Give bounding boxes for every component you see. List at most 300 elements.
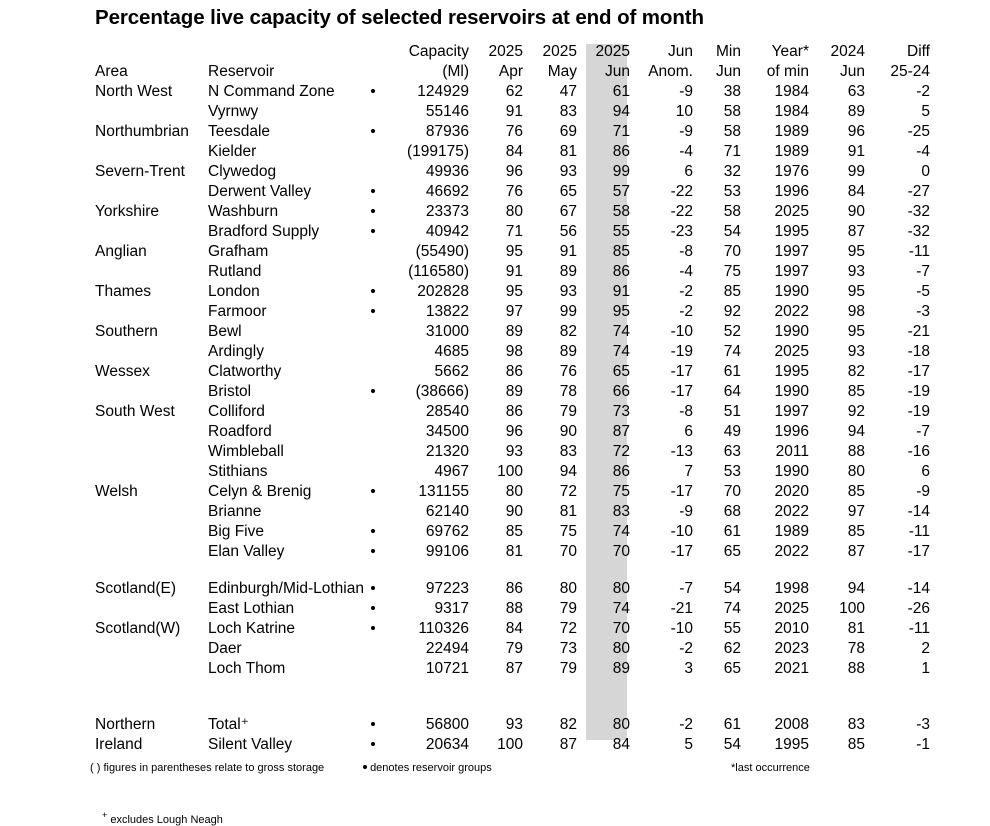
cell-capacity: (55490) [415, 243, 469, 260]
cell-apr: 84 [505, 620, 523, 637]
cell-2024: 92 [847, 403, 865, 420]
cell-anomaly: -9 [679, 123, 693, 140]
cell-capacity: 9317 [434, 600, 469, 617]
cell-area: South West [95, 403, 175, 420]
cell-min: 68 [723, 503, 741, 520]
cell-capacity: 131155 [418, 483, 469, 500]
cell-anomaly: -2 [679, 303, 693, 320]
cell-year-of-min: 2025 [774, 343, 809, 360]
table-row [0, 462, 990, 482]
table-row [0, 542, 990, 562]
cell-2024: 89 [847, 103, 865, 120]
cell-2024: 94 [847, 580, 865, 597]
cell-jun: 70 [612, 620, 630, 637]
cell-apr: 93 [505, 443, 523, 460]
cell-min: 70 [723, 243, 741, 260]
reservoir-table-container [0, 42, 990, 755]
header-dot-line1 [360, 42, 386, 62]
cell-2024: 98 [847, 303, 865, 320]
cell-may: 99 [559, 303, 577, 320]
cell-anomaly: -4 [679, 143, 693, 160]
cell-year-of-min: 1995 [774, 223, 809, 240]
cell-min: 65 [723, 543, 741, 560]
cell-group-dot [360, 382, 386, 402]
cell-area: Ireland [95, 736, 143, 753]
reservoir-group-bullet-icon [371, 189, 375, 193]
footnote-excludes [102, 810, 223, 826]
row-right-pad [930, 462, 990, 482]
cell-anomaly: -23 [670, 223, 693, 240]
cell-anomaly: -22 [670, 203, 693, 220]
cell-may: 79 [559, 600, 577, 617]
cell-diff: -17 [907, 543, 930, 560]
cell-min: 54 [723, 580, 741, 597]
cell-capacity: 87936 [425, 123, 469, 140]
row-right-pad [930, 302, 990, 322]
header-anom: Anom. [648, 63, 693, 80]
cell-group-dot [360, 162, 386, 182]
cell-year-of-min: 1995 [774, 363, 809, 380]
cell-diff: -19 [907, 403, 930, 420]
cell-diff: -1 [916, 736, 930, 753]
row-left-pad [0, 202, 95, 222]
cell-2024: 63 [847, 83, 865, 100]
cell-capacity: 20634 [425, 736, 469, 753]
cell-jun: 71 [612, 123, 630, 140]
cell-anomaly: -17 [670, 483, 693, 500]
cell-year-of-min: 1984 [774, 103, 809, 120]
cell-may: 56 [559, 223, 577, 240]
row-left-pad [0, 162, 95, 182]
cell-2024: 85 [847, 523, 865, 540]
header-reservoir-line1 [208, 42, 360, 62]
row-left-pad [0, 639, 95, 659]
table-row [0, 402, 990, 422]
table-row [0, 579, 990, 599]
cell-year-of-min: 2022 [774, 503, 809, 520]
cell-diff: -2 [916, 83, 930, 100]
table-row [0, 362, 990, 382]
row-left-pad [0, 502, 95, 522]
reservoir-group-bullet-icon [371, 626, 375, 630]
row-right-pad [930, 715, 990, 735]
cell-may: 47 [559, 83, 577, 100]
row-right-pad [930, 82, 990, 102]
row-left-pad [0, 542, 95, 562]
cell-reservoir: Derwent Valley [208, 183, 312, 200]
row-right-pad [930, 579, 990, 599]
cell-diff: -32 [907, 203, 930, 220]
cell-may: 93 [559, 163, 577, 180]
row-right-pad [930, 599, 990, 619]
cell-apr: 100 [497, 736, 523, 753]
cell-jun: 87 [612, 423, 630, 440]
row-right-pad [930, 619, 990, 639]
cell-apr: 96 [505, 163, 523, 180]
cell-anomaly: -8 [679, 403, 693, 420]
cell-may: 69 [559, 123, 577, 140]
cell-year-of-min: 1996 [774, 423, 809, 440]
cell-area: Anglian [95, 243, 147, 260]
cell-apr: 97 [505, 303, 523, 320]
cell-reservoir: Kielder [208, 143, 257, 160]
cell-anomaly: 5 [684, 736, 693, 753]
row-right-pad [930, 422, 990, 442]
cell-area: Northern [95, 716, 156, 733]
cell-reservoir: Celyn & Brenig [208, 483, 312, 500]
cell-reservoir: Loch Katrine [208, 620, 296, 637]
cell-min: 58 [723, 123, 741, 140]
cell-group-dot [360, 122, 386, 142]
cell-area: Severn-Trent [95, 163, 185, 180]
row-right-pad [930, 242, 990, 262]
row-right-pad [930, 202, 990, 222]
cell-anomaly: -19 [670, 343, 693, 360]
cell-reservoir: Elan Valley [208, 543, 285, 560]
cell-2024: 81 [847, 620, 865, 637]
cell-group-dot [360, 542, 386, 562]
cell-area [95, 422, 208, 442]
footnote-dot-text: denotes reservoir groups [370, 762, 492, 774]
cell-group-dot [360, 362, 386, 382]
cell-group-dot [360, 422, 386, 442]
cell-jun: 55 [612, 223, 630, 240]
cell-2024: 87 [847, 223, 865, 240]
table-row [0, 735, 990, 755]
cell-2024: 99 [847, 163, 865, 180]
cell-apr: 98 [505, 343, 523, 360]
cell-capacity: 13822 [425, 303, 469, 320]
cell-reservoir: Edinburgh/Mid-Lothian [208, 580, 364, 597]
cell-apr: 95 [505, 243, 523, 260]
cell-anomaly: -21 [670, 600, 693, 617]
cell-area [95, 502, 208, 522]
header-row-line2 [0, 62, 990, 82]
cell-min: 61 [723, 716, 741, 733]
cell-min: 92 [723, 303, 741, 320]
cell-diff: -3 [916, 303, 930, 320]
cell-area: Yorkshire [95, 203, 160, 220]
cell-diff: 6 [921, 463, 930, 480]
cell-reservoir: Ardingly [208, 343, 264, 360]
reservoir-group-bullet-icon [371, 209, 375, 213]
row-left-pad [0, 222, 95, 242]
row-left-pad [0, 735, 95, 755]
cell-min: 55 [723, 620, 741, 637]
cell-min: 32 [723, 163, 741, 180]
cell-may: 87 [559, 736, 577, 753]
cell-min: 54 [723, 736, 741, 753]
table-row [0, 142, 990, 162]
cell-jun: 72 [612, 443, 630, 460]
footnotes [0, 762, 990, 826]
cell-area [95, 142, 208, 162]
cell-group-dot [360, 82, 386, 102]
cell-2024: 95 [847, 283, 865, 300]
row-left-pad [0, 422, 95, 442]
row-left-pad [0, 382, 95, 402]
cell-group-dot [360, 242, 386, 262]
table-row [0, 619, 990, 639]
cell-min: 75 [723, 263, 741, 280]
reservoir-group-bullet-icon [371, 722, 375, 726]
cell-jun: 57 [612, 183, 630, 200]
row-left-pad [0, 619, 95, 639]
header-apr: Apr [498, 63, 523, 80]
cell-capacity: 4685 [434, 343, 469, 360]
cell-reservoir: Stithians [208, 463, 268, 480]
cell-anomaly: 10 [675, 103, 693, 120]
cell-jun: 99 [612, 163, 630, 180]
cell-may: 79 [559, 403, 577, 420]
cell-anomaly: 6 [684, 423, 693, 440]
cell-may: 83 [559, 103, 577, 120]
header-capacity-line1: Capacity [408, 43, 469, 60]
cell-may: 91 [559, 243, 577, 260]
cell-2024: 95 [847, 323, 865, 340]
cell-reservoir: Clywedog [208, 163, 277, 180]
cell-reservoir: Loch Thom [208, 660, 286, 677]
footnote-excludes-text: excludes Lough Neagh [110, 814, 223, 826]
cell-apr: 91 [505, 263, 523, 280]
table-row [0, 222, 990, 242]
cell-area: Wessex [95, 363, 150, 380]
cell-min: 85 [723, 283, 741, 300]
cell-anomaly: -2 [679, 640, 693, 657]
row-left-pad [0, 302, 95, 322]
row-right-pad [930, 542, 990, 562]
table-row [0, 599, 990, 619]
cell-year-of-min: 2025 [774, 203, 809, 220]
table-row [0, 122, 990, 142]
cell-capacity: (116580) [408, 263, 469, 280]
cell-diff: -16 [907, 443, 930, 460]
header-anom-line1: Jun [668, 43, 693, 60]
header-2024-line1: 2024 [830, 43, 865, 60]
cell-diff: -7 [916, 263, 930, 280]
cell-may: 79 [559, 660, 577, 677]
cell-group-dot [360, 302, 386, 322]
row-left-pad [0, 402, 95, 422]
spacer-cell [0, 679, 990, 698]
cell-reservoir: Clatworthy [208, 363, 282, 380]
cell-reservoir: Total⁺ [208, 716, 249, 733]
reservoir-group-bullet-icon [371, 309, 375, 313]
cell-apr: 62 [505, 83, 523, 100]
cell-apr: 89 [505, 323, 523, 340]
cell-reservoir: Bristol [208, 383, 252, 400]
cell-area: Southern [95, 323, 158, 340]
cell-year-of-min: 1997 [774, 263, 809, 280]
header-jun-line1: 2025 [595, 43, 630, 60]
cell-diff: -7 [916, 423, 930, 440]
cell-year-of-min: 1990 [774, 283, 809, 300]
cell-apr: 81 [505, 543, 523, 560]
cell-apr: 89 [505, 383, 523, 400]
cell-jun: 74 [612, 600, 630, 617]
table-body [0, 82, 990, 755]
cell-group-dot [360, 262, 386, 282]
row-right-pad [930, 482, 990, 502]
header-area: Area [95, 63, 128, 80]
cell-reservoir: Colliford [208, 403, 265, 420]
cell-area [95, 599, 208, 619]
cell-area: North West [95, 83, 173, 100]
cell-diff: -26 [907, 600, 930, 617]
cell-min: 58 [723, 103, 741, 120]
cell-year-of-min: 2023 [774, 640, 809, 657]
cell-group-dot [360, 102, 386, 122]
cell-anomaly: -17 [670, 383, 693, 400]
cell-apr: 79 [505, 640, 523, 657]
cell-reservoir: Daer [208, 640, 242, 657]
cell-2024: 78 [847, 640, 865, 657]
cell-min: 61 [723, 363, 741, 380]
cell-diff: -4 [916, 143, 930, 160]
table-row [0, 659, 990, 679]
cell-apr: 85 [505, 523, 523, 540]
cell-apr: 95 [505, 283, 523, 300]
cell-may: 67 [559, 203, 577, 220]
cell-capacity: 40942 [425, 223, 469, 240]
cell-apr: 90 [505, 503, 523, 520]
cell-2024: 80 [847, 463, 865, 480]
cell-capacity: 56800 [425, 716, 469, 733]
cell-year-of-min: 1996 [774, 183, 809, 200]
cell-group-dot [360, 735, 386, 755]
cell-area: Thames [95, 283, 151, 300]
cell-may: 78 [559, 383, 577, 400]
cell-anomaly: -4 [679, 263, 693, 280]
cell-anomaly: -8 [679, 243, 693, 260]
cell-year-of-min: 1997 [774, 243, 809, 260]
cell-2024: 83 [847, 716, 865, 733]
row-left-pad [0, 579, 95, 599]
cell-min: 52 [723, 323, 741, 340]
cell-area: Northumbrian [95, 123, 189, 140]
cell-group-dot [360, 182, 386, 202]
cell-may: 72 [559, 483, 577, 500]
cell-group-dot [360, 715, 386, 735]
cell-jun: 75 [612, 483, 630, 500]
cell-jun: 86 [612, 143, 630, 160]
cell-min: 74 [723, 600, 741, 617]
cell-area [95, 462, 208, 482]
row-left-pad [0, 122, 95, 142]
header-capacity-unit: (Ml) [442, 63, 469, 80]
cell-capacity: (38666) [415, 383, 469, 400]
cell-capacity: (199175) [406, 143, 469, 160]
cell-apr: 86 [505, 580, 523, 597]
cell-year-of-min: 1997 [774, 403, 809, 420]
table-row [0, 639, 990, 659]
cell-apr: 76 [505, 183, 523, 200]
footnote-excludes-marker: + [102, 810, 108, 820]
row-left-pad [0, 262, 95, 282]
cell-area: Scotland(W) [95, 620, 181, 637]
cell-group-dot [360, 599, 386, 619]
table-spacer-row [0, 562, 990, 579]
cell-diff: 2 [921, 640, 930, 657]
row-right-pad [930, 342, 990, 362]
cell-may: 82 [559, 716, 577, 733]
cell-reservoir: Bewl [208, 323, 242, 340]
table-row [0, 82, 990, 102]
bullet-icon [363, 765, 367, 769]
cell-may: 80 [559, 580, 577, 597]
table-row [0, 382, 990, 402]
row-right-pad [930, 522, 990, 542]
footnote-last-occurrence: *last occurrence [731, 762, 810, 774]
cell-group-dot [360, 322, 386, 342]
cell-2024: 94 [847, 423, 865, 440]
row-left-pad [0, 715, 95, 735]
cell-2024: 88 [847, 660, 865, 677]
cell-2024: 85 [847, 483, 865, 500]
cell-diff: -11 [908, 243, 930, 260]
cell-capacity: 34500 [425, 423, 469, 440]
reservoir-group-bullet-icon [371, 606, 375, 610]
cell-area [95, 182, 208, 202]
cell-diff: -18 [907, 343, 930, 360]
cell-group-dot [360, 222, 386, 242]
cell-2024: 84 [847, 183, 865, 200]
cell-min: 53 [723, 183, 741, 200]
cell-capacity: 22494 [425, 640, 469, 657]
row-left-pad [0, 522, 95, 542]
reservoir-group-bullet-icon [371, 229, 375, 233]
row-right-pad [930, 659, 990, 679]
cell-anomaly: -22 [670, 183, 693, 200]
cell-area: Welsh [95, 483, 138, 500]
table-spacer-row [0, 679, 990, 698]
cell-year-of-min: 2010 [774, 620, 809, 637]
row-left-pad [0, 102, 95, 122]
cell-year-of-min: 2011 [775, 443, 809, 460]
cell-reservoir: Brianne [208, 503, 262, 520]
reservoir-group-bullet-icon [371, 489, 375, 493]
cell-apr: 87 [505, 660, 523, 677]
cell-capacity: 110326 [418, 620, 469, 637]
cell-group-dot [360, 482, 386, 502]
cell-group-dot [360, 402, 386, 422]
table-row [0, 182, 990, 202]
cell-area [95, 342, 208, 362]
row-left-pad [0, 599, 95, 619]
cell-jun: 58 [612, 203, 630, 220]
reservoir-group-bullet-icon [371, 129, 375, 133]
cell-area [95, 262, 208, 282]
cell-year-of-min: 1995 [774, 736, 809, 753]
cell-anomaly: -17 [670, 543, 693, 560]
cell-reservoir: Farmoor [208, 303, 267, 320]
cell-anomaly: -2 [679, 283, 693, 300]
cell-year-of-min: 1989 [774, 143, 809, 160]
cell-year-of-min: 1990 [774, 463, 809, 480]
row-right-pad [930, 282, 990, 302]
cell-area: Scotland(E) [95, 580, 176, 597]
row-left-pad [0, 659, 95, 679]
cell-reservoir: Big Five [208, 523, 264, 540]
row-right-pad [930, 735, 990, 755]
cell-anomaly: -7 [679, 580, 693, 597]
table-row [0, 442, 990, 462]
cell-year-of-min: 2008 [774, 716, 809, 733]
table-row [0, 522, 990, 542]
spacer-cell [0, 698, 990, 715]
cell-apr: 86 [505, 403, 523, 420]
cell-reservoir: Wimbleball [208, 443, 284, 460]
